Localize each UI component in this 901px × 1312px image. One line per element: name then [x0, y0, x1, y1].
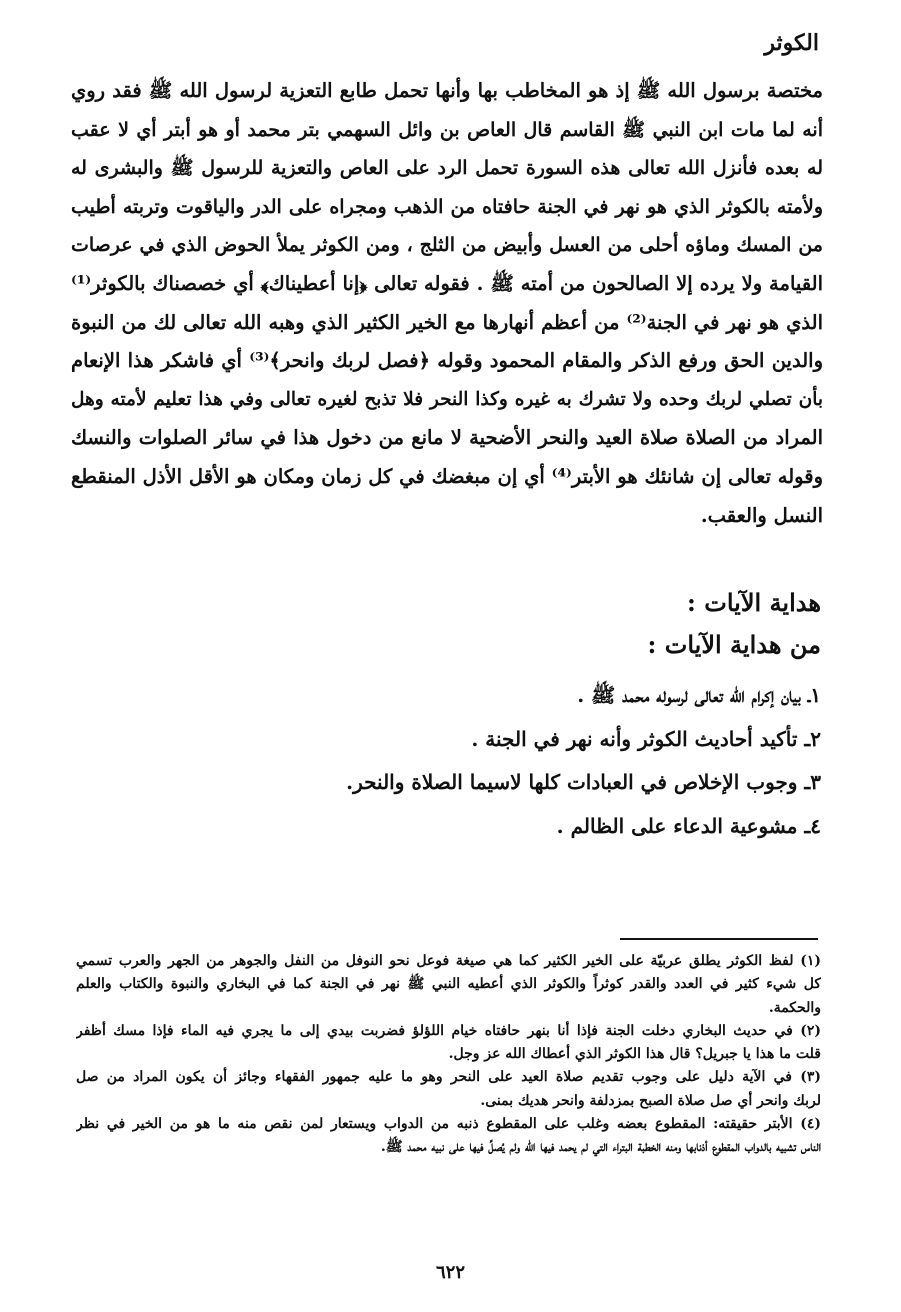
footnote-line: (٣) في الآية دليل على وجوب تقديم صلاة العيد على النحر وهو ما عليه جمهور الفقهاء وجائز أن يكون المراد من صل	[76, 1069, 821, 1086]
footnote-line: الناس تشبيه بالدواب المقطوع أذنابها ومنه الخطبة البتراء التي لم يحمد فيها الله ولم يُصلِّ فيها على نبيه محمد ﷺ.	[380, 1139, 821, 1156]
body-text	[71, 72, 823, 535]
body-line: المراد من الصلاة صلاة العيد والنحر الأضحية لا مانع من دخول هذا في سائر الصلوات والنسك	[71, 426, 823, 450]
body-line: القيامة ولا يرده إلا الصالحون من أمته ﷺ . فقوله تعالى ﴿إنا أعطيناك﴾ أي خصصناك بالكوثر⁽¹⁾	[71, 271, 823, 295]
guidance-list	[81, 674, 821, 848]
footnotes	[76, 950, 821, 1160]
footnote-1	[76, 950, 821, 1020]
footnote-line: (٢) في حديث البخاري دخلت الجنة فإذا أنا بنهر حافتاه خيام اللؤلؤ فضربت بيدي إلى ما يجري فيه الماء فإذا مسك أظفر	[76, 1022, 821, 1039]
footnote-2	[76, 1020, 821, 1067]
body-line: وقوله تعالى إن شانئك هو الأبتر⁽⁴⁾ أي إن مبغضك في كل زمان ومكان هو الأقل الأذل المنقطع	[71, 464, 823, 488]
footnote-line: كل شيء كثير في العدد والقدر كوثراً والكوثر الذي أعطيه النبي ﷺ نهر في الجنة كما في البخاري والنبوة والكتاب والعلم	[76, 976, 821, 993]
body-line: أنه لما مات ابن النبي ﷺ القاسم قال العاص بن وائل السهمي بتر محمد أو هو أبتر أي لا عقب	[71, 118, 823, 141]
body-line: النسل والعقب.	[700, 503, 823, 527]
body-line: له بعده فأنزل الله تعالى هذه السورة تحمل الرد على العاص والتعزية للرسول ﷺ والبشرى له	[71, 157, 823, 180]
guidance-item: ٢ـ تأكيد أحاديث الكوثر وأنه نهر في الجنة .	[471, 726, 821, 751]
guidance-item: ٣ـ وجوب الإخلاص في العبادات كلها لاسيما الصلاة والنحر.	[346, 770, 821, 794]
footnote-line: لربك وانحر أي صل صلاة الصبح بمزدلفة وانحر هديك بمنى.	[480, 1092, 821, 1109]
body-line: من المسك وماؤه أحلى من العسل وأبيض من الثلج ، ومن الكوثر يملأ الحوض الذي في عرصات	[71, 234, 823, 257]
body-line: الذي هو نهر في الجنة⁽²⁾ من أعظم أنهارها مع الخير الكثير الذي وهبه الله تعالى لك من النبوة	[71, 310, 823, 334]
footnote-line: قلت ما هذا يا جبريل؟ قال هذا الكوثر الذي أعطاك الله عز وجل.	[448, 1046, 821, 1063]
footnote-divider	[620, 938, 818, 940]
subsection-heading: من هداية الآيات :	[647, 630, 821, 659]
footnote-line: (١) لفظ الكوثر يطلق عربيّة على الخير الكثير كما هي صيغة فوعل نحو النوفل من النفل والجوهر من الجهر والعرب تسمي	[76, 953, 821, 969]
body-line: مختصة برسول الله ﷺ إذ هو المخاطب بها وأنها تحمل طابع التعزية لرسول الله ﷺ فقد روي	[71, 79, 823, 102]
body-line: والدين الحق ورفع الذكر والمقام المحمود وقوله ﴿فصل لربك وانحر﴾⁽³⁾ أي فاشكر هذا الإنعام	[71, 349, 823, 373]
section-heading: هداية الآيات :	[687, 588, 821, 617]
footnote-line: والحكمة.	[768, 999, 821, 1016]
body-line: بأن تصلي لربك وحده ولا تشرك به غيره وكذا النحر فلا تذبح لغيره تعالى وفي هذا تعليم لأمته وهل	[71, 388, 823, 410]
running-head: الكوثر	[764, 30, 819, 56]
footnote-3	[76, 1066, 821, 1113]
page-number: ٦٢٢	[435, 1262, 465, 1283]
body-line: ولأمته بالكوثر الذي هو نهر في الجنة حافتاه من الذهب ومجراه على الدر والياقوت وتربته أطيب	[71, 195, 823, 218]
guidance-item: ٤ـ مشوعية الدعاء على الظالم .	[556, 813, 821, 838]
guidance-item: ١ـ بيان إكرام الله تعالى لرسوله محمد ﷺ .	[577, 683, 821, 707]
footnote-line: (٤) الأبتر حقيقته: المقطوع بعضه وغلب على المقطوع ذنبه من الدواب ويستعار لمن نقص منه ما هو من الخير في نظر	[76, 1116, 821, 1133]
footnote-4	[76, 1113, 821, 1160]
